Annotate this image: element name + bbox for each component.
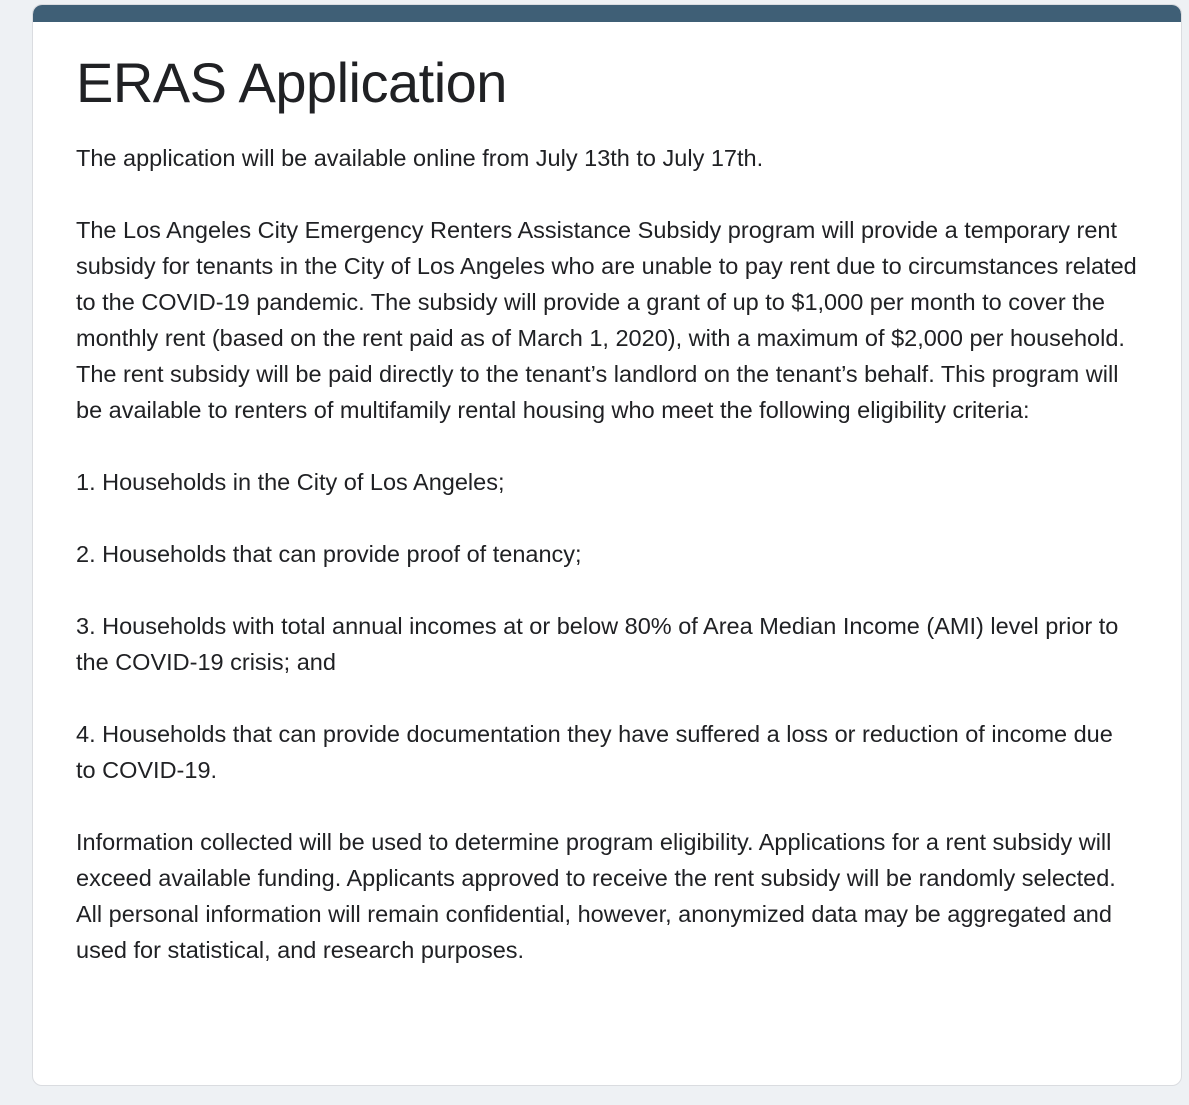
program-overview-text: The Los Angeles City Emergency Renters Assistance Subsidy program will provide a temporary rent subsidy for tenants in the City of Los Angeles who are unable to pay rent due to circumstances related to the COVID-19 pandemic. The subsidy will provide a grant of up to $1,000 per month to cover the monthly rent (based on the rent paid as of March 1, 2020), with a maximum of $2,000 per household. The rent subsidy will be paid directly to the tenant’s landlord on the tenant’s behalf. This program will be available to renters of multifamily rental housing who meet the following eligibility criteria: (76, 216, 1137, 423)
data-usage-text: Information collected will be used to determine program eligibility. Applications for a rent subsidy will exceed available funding. Applicants approved to receive the rent subsidy will be randomly selected. All personal information will remain confidential, however, anonymized data may be aggregated and used for statistical, and research purposes. (76, 828, 1116, 963)
eligibility-criterion-4: 4. Households that can provide documentation they have suffered a loss or reduction of income due to COVID-19. (76, 720, 1113, 783)
form-title: ERAS Application (76, 51, 507, 114)
availability-text: The application will be available online from July 13th to July 17th. (76, 144, 764, 171)
form-description (76, 140, 1138, 968)
card-body (33, 22, 1181, 968)
form-header-card (32, 4, 1182, 1086)
eligibility-criterion-2: 2. Households that can provide proof of tenancy; (76, 540, 582, 567)
eligibility-criterion-3: 3. Households with total annual incomes at or below 80% of Area Median Income (AMI) level prior to the COVID-19 crisis; and (76, 612, 1119, 675)
eligibility-criterion-1: 1. Households in the City of Los Angeles; (76, 468, 505, 495)
card-accent-bar (33, 5, 1181, 22)
